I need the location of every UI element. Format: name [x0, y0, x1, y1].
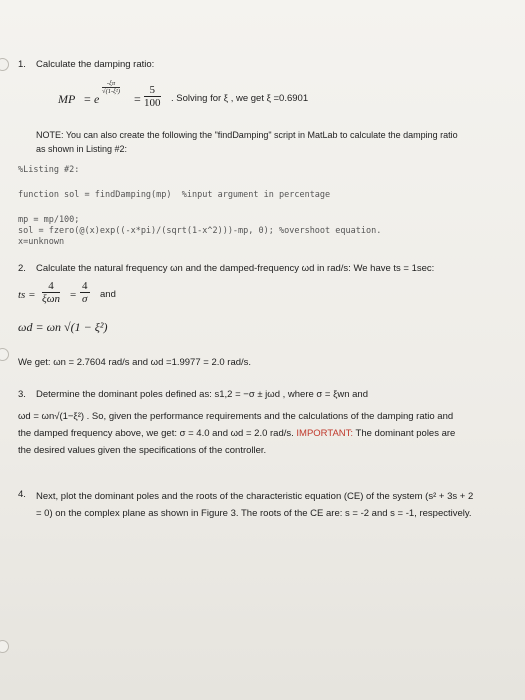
binder-hole [0, 58, 9, 71]
binder-hole [0, 348, 9, 361]
section-title: Calculate the damping ratio: [36, 59, 155, 70]
section-text: Next, plot the dominant poles and the roots of the characteristic equation (CE) of the system (s² + 3s + 2 = 0) on the complex plane as shown in Figure 3. The roots of the CE are: s = -2 and s = -1, respectively. [36, 491, 474, 519]
code-line: mp = mp/100; [18, 215, 80, 225]
section-text: Determine the dominant poles defined as: s1,2 = −σ ± jωd , where σ = ξwn and [36, 389, 369, 400]
result-text: We get: ωn = 2.7604 rad/s and ωd =1.9977 = 2.0 rad/s. [18, 357, 252, 368]
code-line: function sol = findDamping(mp) %input argument in percentage [18, 190, 331, 200]
note-text: NOTE: You can also create the following the "findDamping" script in MatLab to calculate the damping ratio as shown in Listing #2: [36, 130, 458, 154]
section-title: Calculate the natural frequency ωn and the damped-frequency ωd in rad/s: We have ts = 1sec: [36, 263, 435, 274]
binder-hole [0, 640, 9, 653]
section-2: 2. Calculate the natural frequency ωn and the damped-frequency ωd in rad/s: We have ts = 1sec: ts = 4 ξωn = $\frac{4}{\sigma}$ and ωd = ωn √(1 − ξ²) We get: ωn = 2.7604 rad/s and ωd =1.9977 = 2.0 rad/s. [18, 262, 507, 392]
code-line: x=unknown [18, 237, 65, 247]
fraction: $\frac{5}{100}$ [144, 84, 161, 109]
section-3: 3. Determine the dominant poles defined as: s1,2 = −σ ± jωd , where σ = ξwn and ωd = ωn√(1−ξ²) . So, given the performance requirements and the calculations of the damping ratio and the damped frequency above, we get: σ = 4.0 and ωd = 2.0 rad/s. IMPORTANT: The dominant poles are the desired values given the specifications of the controller. [18, 388, 507, 468]
code-line: sol = fzero(@(x)exp((-x*pi)/(sqrt(1-x^2)))-mp, 0); %overshoot equation. [18, 226, 382, 236]
exponent: -ξπ √(1-ξ²) [102, 80, 121, 95]
damping-equation: MP = e -ξπ √(1-ξ²) = $\frac{5}{100}$ . Solving for ξ , we get ξ =0.6901 [58, 80, 309, 109]
listing-title: %Listing #2: [18, 165, 80, 175]
section-body: ωd = ωn√(1−ξ²) . So, given the performance requirements and the calculations of the damping ratio and the damped frequency above, we get: σ = 4.0 and ωd = 2.0 rad/s. IMPORTANT: The dominant poles are the desired values given the specifications of the controller. [18, 411, 456, 456]
section-number: 1. [18, 59, 26, 70]
important-label: IMPORTANT: [296, 428, 354, 439]
section-4: 4. Next, plot the dominant poles and the roots of the characteristic equation (CE) of the system (s² + 3s + 2 = 0) on the complex plane as shown in Figure 3. The roots of the CE are: s = -2 and s = -1, respectively. [18, 488, 507, 568]
damped-frequency-equation: ωd = ωn √(1 − ξ²) [18, 320, 108, 334]
section-1 [18, 58, 507, 158]
settling-time-equation: ts = 4 ξωn = $\frac{4}{\sigma}$ and [18, 280, 116, 305]
